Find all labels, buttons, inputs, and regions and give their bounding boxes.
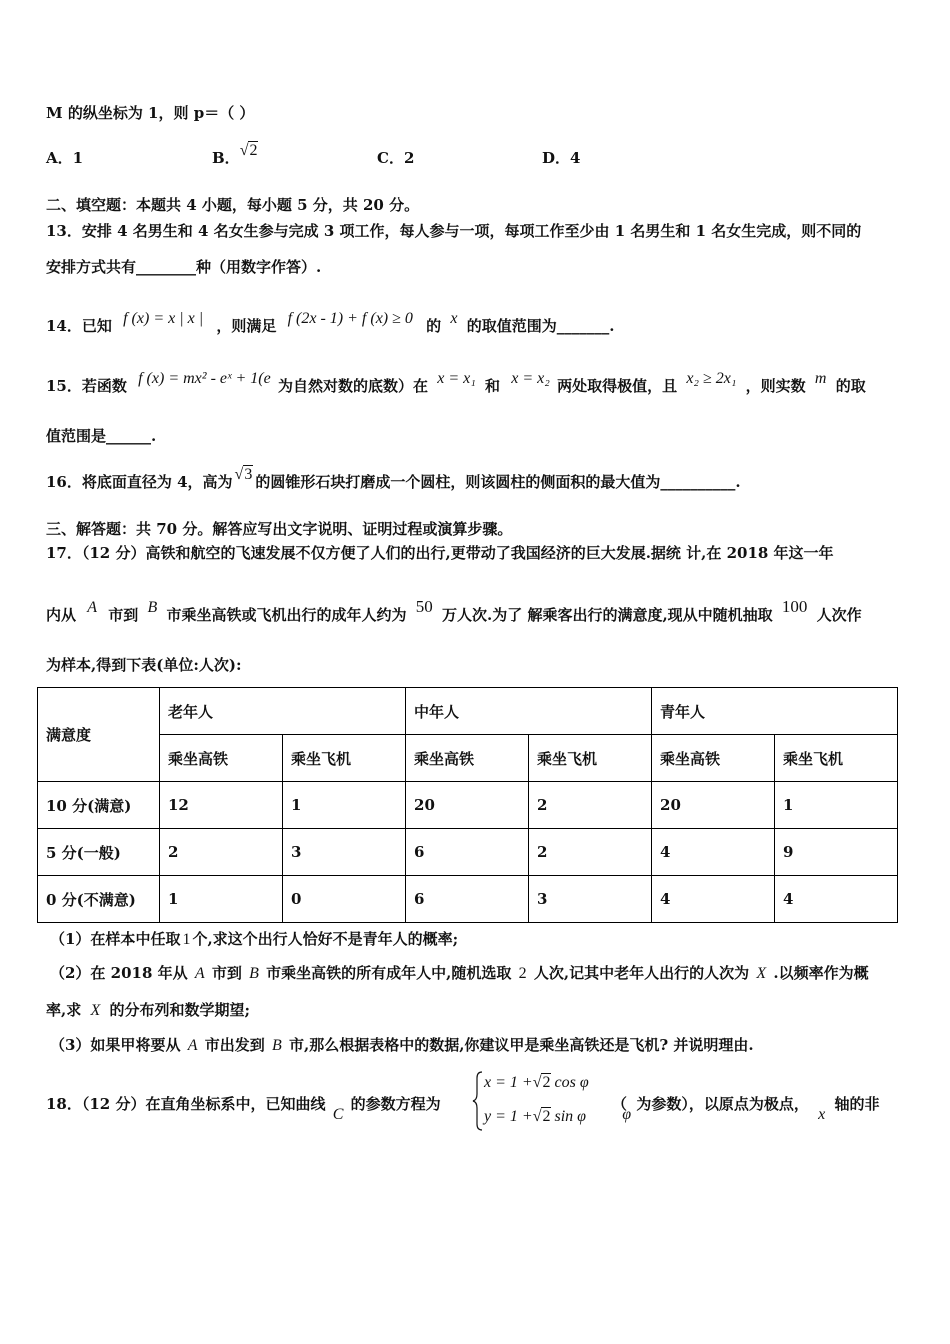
p3-a: （3）如果甲将要从 (50, 1036, 181, 1054)
p1-b: 个,求这个出行人恰好不是青年人的概率; (192, 930, 459, 948)
q17-l2-a: 内从 (46, 606, 77, 624)
q16-math: 3 (244, 466, 253, 483)
q15-and: 和 (485, 377, 501, 395)
satisfaction-table (37, 687, 898, 923)
table-cell: 2 (160, 829, 283, 876)
group-youth: 青年人 (652, 688, 898, 735)
eq2-radicand: 2 (542, 1108, 551, 1125)
q17-part1 (50, 929, 458, 950)
p2-city-b: B (249, 965, 259, 982)
q14-math-x: x (450, 310, 458, 327)
q15-line1 (46, 370, 866, 397)
table-header-row (38, 688, 898, 735)
q15-suffix: 的取 (835, 377, 866, 395)
subhead-cell: 乘坐高铁 (652, 735, 775, 782)
p2l2-b: 的分布列和数学期望; (109, 1001, 251, 1019)
q14-suffix: 的取值范围为_______. (466, 317, 615, 335)
equation-line-1 (484, 1072, 589, 1092)
option-b-label: B． (212, 149, 240, 167)
table-cell: 9 (775, 829, 898, 876)
q14-math-inequality: f (2x - 1) + f (x) ≥ 0 (287, 310, 413, 327)
q17-city-a: A (87, 599, 98, 616)
section3-heading: 三、解答题：共 70 分。解答应写出文字说明、证明过程或演算步骤。 (46, 520, 513, 538)
q18-phi: φ (622, 1106, 632, 1123)
p2-city-a: A (194, 965, 205, 982)
q12-tail: M 的纵坐标为 1，则 p＝（ ） (46, 104, 255, 122)
option-c: C．2 (377, 149, 415, 167)
eq1-radicand: 2 (542, 1074, 551, 1091)
q15-line2: 值范围是______. (46, 427, 157, 445)
q17-part2-line2 (46, 1000, 250, 1021)
q17-l2-c: 市乘坐高铁或飞机出行的成年人约为 (166, 606, 407, 624)
table-row (38, 782, 898, 829)
eq2-b: sin φ (554, 1108, 587, 1125)
subhead-cell: 乘坐飞机 (283, 735, 406, 782)
q15-math-f: f (x) = mx² - eˣ + 1(e (138, 370, 271, 387)
section2-heading: 二、填空题：本题共 4 小题，每小题 5 分，共 20 分。 (46, 196, 420, 214)
q18-mid: 的参数方程为 (350, 1095, 441, 1113)
row-label: 5 分(一般) (38, 829, 160, 876)
p2l2-var-x: X (90, 1002, 101, 1019)
p2-e: .以频率作为概 (773, 964, 869, 982)
table-cell: 1 (283, 782, 406, 829)
q17-city-b: B (147, 599, 158, 616)
q18-suffix: 轴的非 (834, 1095, 880, 1113)
table-subheader-row (38, 735, 898, 782)
q18-x: x (818, 1106, 826, 1123)
table-cell: 3 (529, 876, 652, 923)
sqrt-2-symbol: √2 (532, 1108, 551, 1125)
table-row (38, 876, 898, 923)
q17-num-50: 50 (415, 597, 433, 616)
p2-var-x: X (756, 965, 767, 982)
option-a: A．1 (46, 149, 84, 167)
table-cell: 4 (775, 876, 898, 923)
q17-l2-e: 人次作 (816, 606, 862, 624)
q15-mid: 为自然对数的底数）在 (277, 377, 428, 395)
q15-math-x2: x = x₂ (511, 370, 550, 387)
p3-city-b: B (271, 1037, 282, 1054)
q13-line1: 13．安排 4 名男生和 4 名女生参与完成 3 项工作，每人参与一项，每项工作至少由 1 名男生和 1 名女生完成，则不同的 (46, 222, 862, 240)
table-cell: 6 (406, 876, 529, 923)
p1-a: （1）在样本中任取 (50, 930, 181, 948)
q17-l2-d: 万人次.为了 解乘客出行的满意度,现从中随机抽取 (442, 606, 773, 624)
subhead-cell: 乘坐高铁 (160, 735, 283, 782)
table-cell: 4 (652, 829, 775, 876)
option-b-math: 2 (249, 142, 258, 159)
sqrt-2-symbol: √2 (532, 1074, 551, 1091)
subhead-cell: 乘坐飞机 (529, 735, 652, 782)
q14 (46, 310, 615, 337)
table-cell: 6 (406, 829, 529, 876)
q18-curve-c: C (332, 1106, 344, 1123)
table-cell: 1 (775, 782, 898, 829)
q15-math-condition: x₂ ≥ 2x₁ (686, 370, 737, 387)
q15-mid2: 两处取得极值，且 (557, 377, 678, 395)
table-cell: 0 (283, 876, 406, 923)
q16-suffix: 的圆锥形石块打磨成一个圆柱，则该圆柱的侧面积的最大值为__________. (255, 473, 741, 491)
table-cell: 20 (652, 782, 775, 829)
table-cell: 3 (283, 829, 406, 876)
eq1-a: x = 1 + (484, 1074, 533, 1091)
row-label: 10 分(满意) (38, 782, 160, 829)
q15-mid3: ，则实数 (745, 377, 806, 395)
subhead-cell: 乘坐飞机 (775, 735, 898, 782)
group-middle-aged: 中年人 (406, 688, 652, 735)
q14-mid2: 的 (426, 317, 442, 335)
q17-part3 (50, 1035, 754, 1056)
equation-line-2 (484, 1106, 586, 1126)
p2-b: 市到 (211, 964, 242, 982)
parametric-equation (472, 1070, 612, 1132)
q14-prefix: 14．已知 (46, 317, 112, 335)
row-header-cell: 满意度 (38, 688, 160, 782)
q18 (46, 1094, 441, 1123)
p3-city-a: A (187, 1037, 198, 1054)
q17-line3: 为样本,得到下表(单位:人次): (46, 656, 242, 674)
row-label: 0 分(不满意) (38, 876, 160, 923)
q17-num-100: 100 (781, 597, 808, 616)
q18-tail (612, 1094, 880, 1123)
p3-b: 市出发到 (204, 1036, 265, 1054)
p2-a: （2）在 2018 年从 (50, 964, 188, 982)
q17-l2-b: 市到 (108, 606, 139, 624)
p1-n: 1 (182, 931, 191, 948)
left-brace-icon (472, 1070, 484, 1132)
q14-math-f-def: f (x) = x | x | (123, 310, 204, 327)
p3-c: 市,那么根据表格中的数据,你建议甲是乘坐高铁还是飞机? 并说明理由. (288, 1036, 754, 1054)
option-d: D．4 (542, 149, 581, 167)
q16 (46, 466, 741, 493)
q17-part2-line1 (50, 963, 869, 984)
p2-c: 市乘坐高铁的所有成年人中,随机选取 (266, 964, 512, 982)
q17-line1: 17．（12 分）高铁和航空的飞速发展不仅方便了人们的出行,更带动了我国经济的巨大发展.据统 计,在 2018 年这一年 (46, 544, 834, 562)
sqrt-2-symbol: √2 (239, 142, 258, 159)
subhead-cell: 乘坐高铁 (406, 735, 529, 782)
p2-n: 2 (518, 965, 527, 982)
option-b (212, 142, 258, 169)
p2-d: 人次,记其中老年人出行的人次为 (533, 964, 750, 982)
q13-line2: 安排方式共有________种（用数字作答）. (46, 258, 322, 276)
sqrt-3-symbol: √3 (234, 466, 253, 483)
q18-paren-open: （ (612, 1095, 628, 1113)
q18-paren-text: 为参数），以原点为极点， (636, 1095, 809, 1113)
q18-prefix: 18．（12 分）在直角坐标系中，已知曲线 (46, 1095, 326, 1113)
table-cell: 12 (160, 782, 283, 829)
q17-line2 (46, 597, 862, 626)
q16-prefix: 16．将底面直径为 4，高为 (46, 473, 233, 491)
q14-mid: ，则满足 (216, 317, 277, 335)
p2l2-a: 率,求 (46, 1001, 82, 1019)
q15-math-x1: x = x₁ (437, 370, 476, 387)
table-cell: 20 (406, 782, 529, 829)
table-cell: 1 (160, 876, 283, 923)
table-row (38, 829, 898, 876)
table-cell: 2 (529, 782, 652, 829)
q15-math-m: m (814, 370, 827, 387)
table-cell: 4 (652, 876, 775, 923)
table-cell: 2 (529, 829, 652, 876)
eq2-a: y = 1 + (484, 1108, 533, 1125)
q15-prefix: 15．若函数 (46, 377, 127, 395)
group-elderly: 老年人 (160, 688, 406, 735)
eq1-b: cos φ (554, 1074, 589, 1091)
